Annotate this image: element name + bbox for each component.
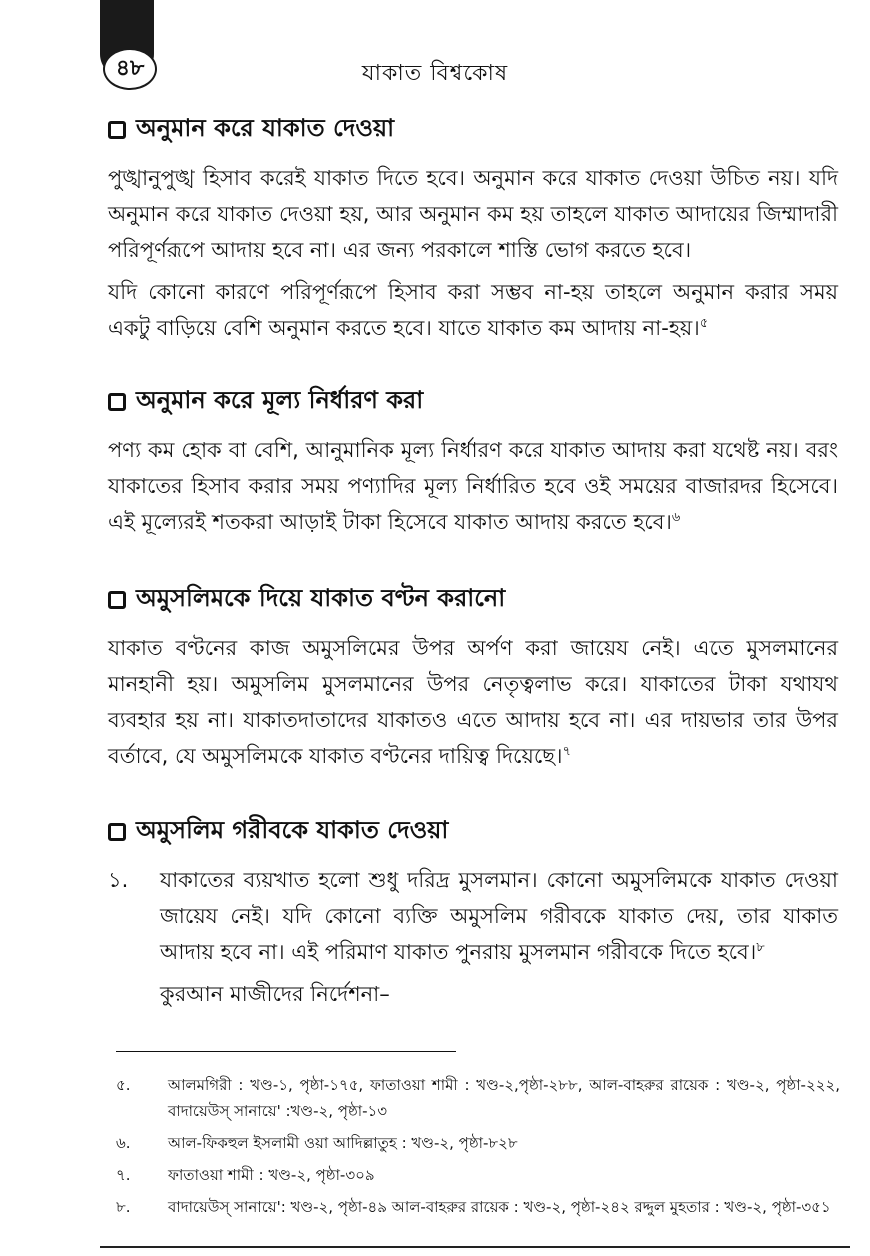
footnote-number: ৮. <box>116 1198 131 1216</box>
footnotes <box>116 1072 840 1226</box>
paragraph: যাকাতের ব্যয়খাত হলো শুধু দরিদ্র মুসলমান। কোনো অমুসলিমকে যাকাত দেওয়া জায়েয নেই। যদি কোনো ব্যক্তি অমুসলিম গরীবকে যাকাত দেয়, তার যাকাত আদায় হবে না। এই পরিমাণ যাকাত পুনরায় মুসলমান গরীবকে দিতে হবে।$^৮$ <box>160 868 838 964</box>
paragraph: পণ্য কম হোক বা বেশি, আনুমানিক মূল্য নির্ধারণ করে যাকাত আদায় করা যথেষ্ট নয়। বরং যাকাতের হিসাব করার সময় পণ্যাদির মূল্য নির্ধারিত হবে ওই সময়ের বাজারদর হিসেবে। এই মূল্যেরই শতকরা আড়াই টাকা হিসেবে যাকাত আদায় করতে হবে।$^৬$ <box>108 438 838 534</box>
numbered-item <box>108 862 838 976</box>
section-heading <box>108 580 838 620</box>
checkbox-bullet-icon <box>108 121 126 139</box>
footnote-text: ফাতাওয়া শামী : খণ্ড-২, পৃষ্ঠা-৩০৯ <box>168 1166 375 1184</box>
bottom-rule <box>100 1246 850 1248</box>
checkbox-bullet-icon <box>108 591 126 609</box>
running-head: যাকাত বিশ্বকোষ <box>361 61 509 86</box>
section-estimating-zakat <box>108 110 838 352</box>
footnote-text: বাদায়েউস্ সানায়ে': খণ্ড-২, পৃষ্ঠা-৪৯ আল-বাহরুর রায়েক : খণ্ড-২, পৃষ্ঠা-২৪২ রদ্দুল মুহতার : খণ্ড-২, পৃষ্ঠা-৩৫১ <box>168 1198 831 1216</box>
section-title: অনুমান করে যাকাত দেওয়া <box>136 114 395 142</box>
footnote-text: আল-ফিকহুল ইসলামী ওয়া আদিল্লাতুহ : খণ্ড-২, পৃষ্ঠা-৮২৮ <box>168 1134 518 1152</box>
quran-guidance-intro: কুরআন মাজীদের নির্দেশনা– <box>160 982 390 1006</box>
footnote-ref: ৭ <box>562 744 571 759</box>
paragraph: যাকাত বণ্টনের কাজ অমুসলিমের উপর অর্পণ করা জায়েয নেই। এতে মুসলমানের মানহানী হয়। অমুসলিম মুসলমানের উপর নেতৃত্বলাভ করে। যাকাতের টাকা যথাযথ ব্যবহার হয় না। যাকাতদাতাদের যাকাতও এতে আদায় হবে না। এর দায়ভার তার উপর বর্তাবে, যে অমুসলিমকে যাকাত বণ্টনের দায়িত্ব দিয়েছে।$^৭$ <box>108 636 838 768</box>
footnote-divider <box>116 1051 456 1052</box>
footnote-ref: ৮ <box>756 940 765 955</box>
footnote-number: ৫. <box>116 1076 131 1094</box>
section-title: অমুসলিম গরীবকে যাকাত দেওয়া <box>136 816 449 844</box>
paragraph: পুঙ্খানুপুঙ্খ হিসাব করেই যাকাত দিতে হবে। অনুমান করে যাকাত দেওয়া উচিত নয়। যদি অনুমান করে যাকাত দেওয়া হয়, আর অনুমান কম হয় তাহলে যাকাত আদায়ের জিম্মাদারী পরিপূর্ণরূপে আদায় হবে না। এর জন্য পরকালে শাস্তি ভোগ করতে হবে। <box>108 166 838 262</box>
footnote-number: ৭. <box>116 1166 131 1184</box>
footnote-number: ৬. <box>116 1134 131 1152</box>
footnote <box>116 1162 840 1188</box>
paragraph: যদি কোনো কারণে পরিপূর্ণরূপে হিসাব করা সম্ভব না-হয় তাহলে অনুমান করার সময় একটু বাড়িয়ে বেশি অনুমান করতে হবে। যাতে যাকাত কম আদায় না-হয়।$^৫$ <box>108 280 838 340</box>
page-number: ৪৮ <box>103 48 157 90</box>
section-heading <box>108 812 838 852</box>
checkbox-bullet-icon <box>108 393 126 411</box>
footnote <box>116 1072 840 1124</box>
item-number: ১. <box>108 868 129 892</box>
footnote <box>116 1194 840 1220</box>
section-heading <box>108 110 838 150</box>
footnote <box>116 1130 840 1156</box>
footnote-text: আলমগিরী : খণ্ড-১, পৃষ্ঠা-১৭৫, ফাতাওয়া শামী : খণ্ড-২,পৃষ্ঠা-২৮৮, আল-বাহরুর রায়েক : খণ্ড-২, পৃষ্ঠা-২২২, বাদায়েউস্ সানায়ে' :খণ্ড-২, পৃষ্ঠা-১৩ <box>168 1076 840 1120</box>
section-non-muslim-distribution <box>108 580 838 780</box>
footnote-ref: ৬ <box>671 510 681 525</box>
section-title: অনুমান করে মূল্য নির্ধারণ করা <box>136 386 424 414</box>
section-heading <box>108 382 838 422</box>
section-estimating-price <box>108 382 838 546</box>
section-non-muslim-poor <box>108 812 838 1012</box>
footnote-ref: ৫ <box>699 316 709 331</box>
section-title: অমুসলিমকে দিয়ে যাকাত বণ্টন করানো <box>136 584 506 612</box>
checkbox-bullet-icon <box>108 823 126 841</box>
